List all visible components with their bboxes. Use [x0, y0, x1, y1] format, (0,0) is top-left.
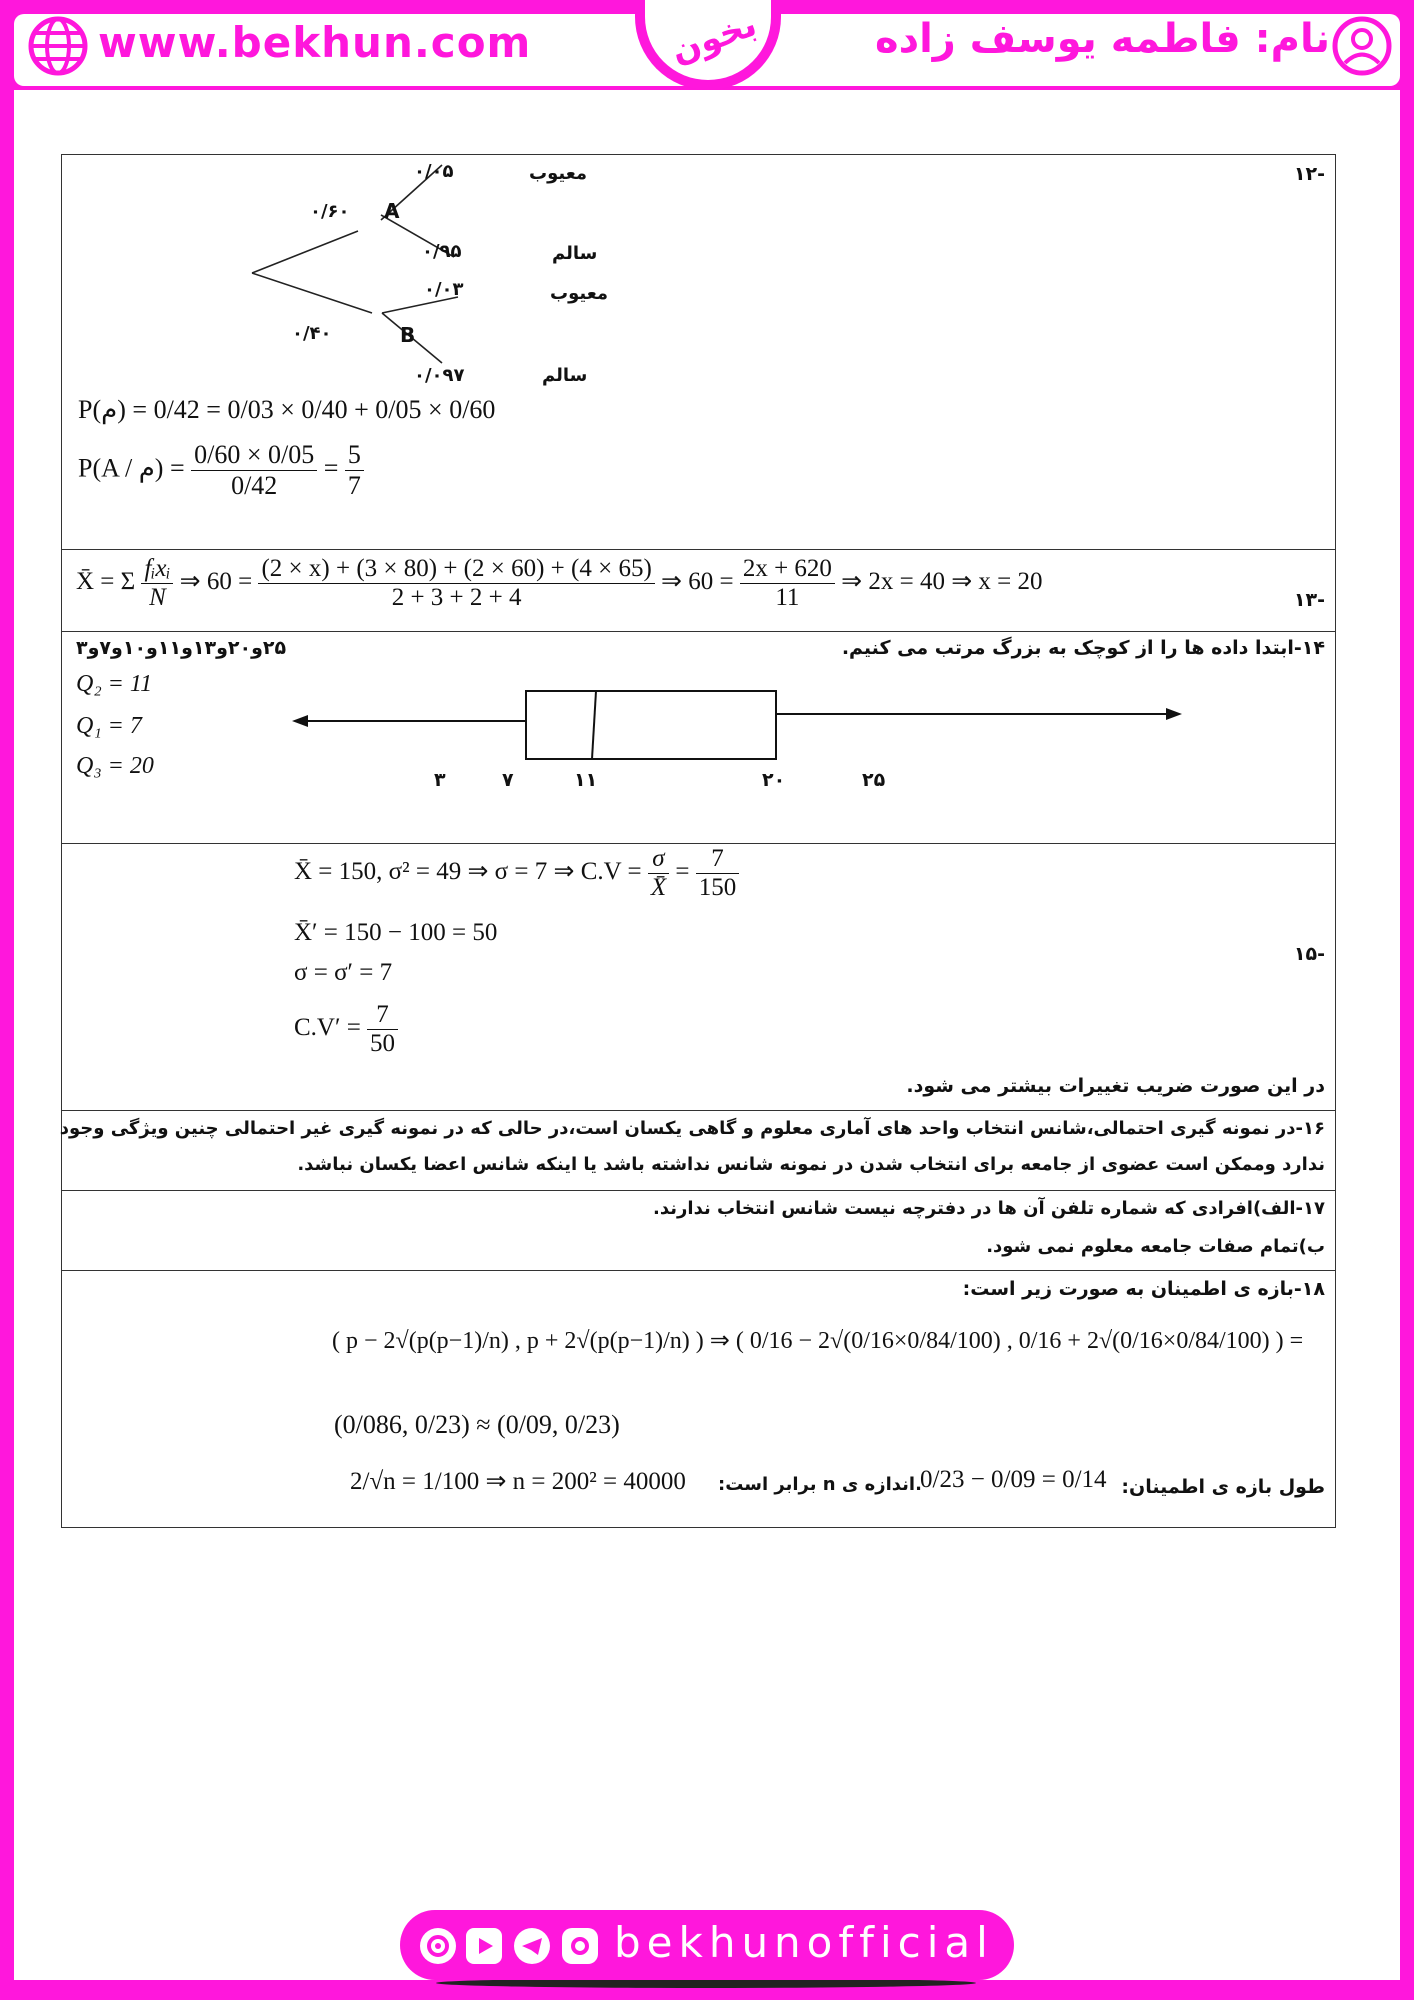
question-text: ۱۴-ابتدا داده ها را از کوچک به بزرگ مرتب می کنیم. [841, 637, 1325, 659]
eq-lhs: X̄ = Σ [76, 568, 136, 596]
equation: X̄′ = 150 − 100 = 50 [294, 919, 498, 946]
question-17 [62, 1190, 1335, 1271]
equation [78, 440, 364, 501]
n-label: .اندازه ی n برابر است: [718, 1474, 922, 1495]
fraction-numerator: fᵢxᵢ [141, 555, 173, 584]
equation: σ = σ′ = 7 [294, 959, 393, 986]
eq-part: C.V′ = [294, 1014, 361, 1042]
left-arrow-head [292, 715, 308, 727]
website-url[interactable]: www.bekhun.com [98, 18, 532, 67]
axis-label: ۳ [434, 769, 446, 791]
equation [294, 845, 739, 902]
quartile-q1: Q₁ = 7 [76, 713, 142, 739]
axis-label: ۲۰ [762, 769, 786, 791]
fraction-numerator: (2 × x) + (3 × 80) + (2 × 60) + (4 × 65) [258, 555, 654, 584]
instagram-icon[interactable] [562, 1928, 598, 1964]
fraction-numerator: 5 [345, 440, 364, 471]
probability-tree [242, 155, 542, 395]
axis-label: ۱۱ [574, 769, 598, 791]
tree-prob: ۰/۰۵ [414, 161, 454, 182]
boxplot [292, 681, 1192, 771]
n-equation: 2/√n = 1/100 ⇒ n = 200² = 40000 [350, 1468, 686, 1495]
question-text: ۱۸-بازه ی اطمینان به صورت زیر است: [962, 1278, 1325, 1300]
tree-node-b: B [400, 323, 416, 347]
fraction-numerator: 0/60 × 0/05 [191, 440, 317, 471]
fraction [740, 555, 835, 612]
tree-label-healthy: سالم [552, 243, 598, 264]
fraction-denominator: 150 [698, 874, 737, 901]
length-label: طول بازه ی اطمینان: [1121, 1476, 1325, 1498]
answer-table [61, 154, 1336, 1528]
tree-prob: ۰/۶۰ [310, 201, 350, 222]
length-equation: 0/23 − 0/09 = 0/14 [920, 1466, 1107, 1493]
aparat-icon[interactable] [420, 1928, 456, 1964]
eq-part: ⇒ 2x = 40 ⇒ x = 20 [841, 568, 1043, 596]
fraction-denominator: 7 [347, 471, 361, 500]
fraction-denominator: 0/42 [231, 471, 278, 500]
user-icon [1332, 16, 1392, 76]
answer-line: ب)تمام صفات جامعه معلوم نمی شود. [986, 1236, 1325, 1257]
answer-line: ندارد وممکن است عضوی از جامعه برای انتخاب شدن در نمونه شانس نداشته باشد یا اینکه شانس اعضا یکسان نباشد. [297, 1154, 1325, 1175]
ci-formula: ( p − 2√(p(p−1)/n) , p + 2√(p(p−1)/n) ) ⇒ ( 0/16 − 2√(0/16×0/84/100) , 0/16 + 2√(0/16×0/84/100) ) = [332, 1328, 1304, 1354]
fraction [367, 1001, 398, 1058]
fraction [648, 845, 669, 902]
equation: P(م) = 0/60 × 0/05 + 0/40 × 0/03 = 0/42 [78, 395, 496, 424]
fraction [345, 440, 364, 501]
median-line [592, 691, 596, 759]
fraction-denominator: N [149, 584, 166, 611]
answer-line: ۱۷-الف)افرادی که شماره تلفن آن ها در دفترچه نیست شانس انتخاب ندارند. [653, 1198, 1325, 1219]
fraction [258, 555, 654, 612]
fraction-denominator: X̄ [650, 874, 667, 901]
right-arrow-head [1166, 708, 1182, 720]
quartile-q3: Q₃ = 20 [76, 753, 154, 779]
equation [294, 1001, 398, 1058]
fraction-denominator: 2 + 3 + 2 + 4 [391, 584, 522, 611]
question-14 [62, 631, 1335, 844]
youtube-icon[interactable] [466, 1928, 502, 1964]
fraction [696, 845, 740, 902]
tree-prob: ۰/۹۵ [422, 241, 462, 262]
logo-mark: بخون [665, 4, 762, 72]
telegram-icon[interactable] [514, 1928, 550, 1964]
question-18 [62, 1270, 1335, 1527]
ci-result: (0/086, 0/23) ≈ (0/09, 0/23) [334, 1410, 620, 1439]
tree-label-healthy: سالم [542, 365, 588, 386]
quartile-q2: Q₂ = 11 [76, 671, 153, 697]
fraction [191, 440, 317, 501]
box [526, 691, 776, 759]
fraction-numerator: σ [648, 845, 669, 874]
eq-part: X̄ = 150, σ² = 49 ⇒ σ = 7 ⇒ C.V = [294, 858, 642, 886]
fraction-numerator: 2x + 620 [740, 555, 835, 584]
fraction-denominator: 11 [775, 584, 800, 611]
social-handle[interactable]: bekhunofficial [614, 1918, 994, 1967]
eq-lhs: P(A / م) = [78, 453, 185, 483]
globe-icon [28, 16, 88, 76]
tree-label-defective: معیوب [550, 283, 609, 304]
sorted-data: ۲۵و۲۰و۱۳و۱۱و۱۰و۷و۳ [76, 637, 287, 659]
question-13 [62, 549, 1335, 632]
tree-prob: ۰/۴۰ [292, 323, 332, 344]
eq-sign: = [675, 858, 690, 886]
axis-label: ۲۵ [862, 769, 886, 791]
question-number: -۱۳ [1293, 589, 1325, 611]
fraction-numerator: 7 [367, 1001, 398, 1030]
conclusion: در این صورت ضریب تغییرات بیشتر می شود. [906, 1075, 1325, 1097]
eq-sign: = [323, 453, 339, 483]
fraction-denominator: 50 [370, 1030, 396, 1057]
question-number: -۱۲ [1293, 163, 1325, 185]
question-12 [62, 155, 1335, 550]
eq-part: ⇒ 60 = [179, 568, 253, 596]
tree-node-a: A [384, 199, 400, 223]
student-name: نام: فاطمه یوسف زاده [874, 16, 1330, 62]
question-number: -۱۵ [1293, 943, 1325, 965]
tree-label-defective: معیوب [529, 163, 588, 184]
tree-prob: ۰/۰۳ [424, 279, 464, 300]
answer-line: ۱۶-در نمونه گیری احتمالی،شانس انتخاب واحد های آماری معلوم و گاهی یکسان است،در حالی که در نمونه گیری غیر احتمالی چنین ویژگی وجود [59, 1118, 1325, 1139]
equation [76, 555, 1043, 612]
fraction [141, 555, 173, 612]
eq-part: ⇒ 60 = [661, 568, 734, 596]
axis-label: ۷ [502, 769, 514, 791]
fraction-numerator: 7 [696, 845, 740, 874]
question-15 [62, 843, 1335, 1111]
tree-prob: ۰/۰۹۷ [414, 365, 465, 386]
question-16 [59, 1110, 1335, 1191]
